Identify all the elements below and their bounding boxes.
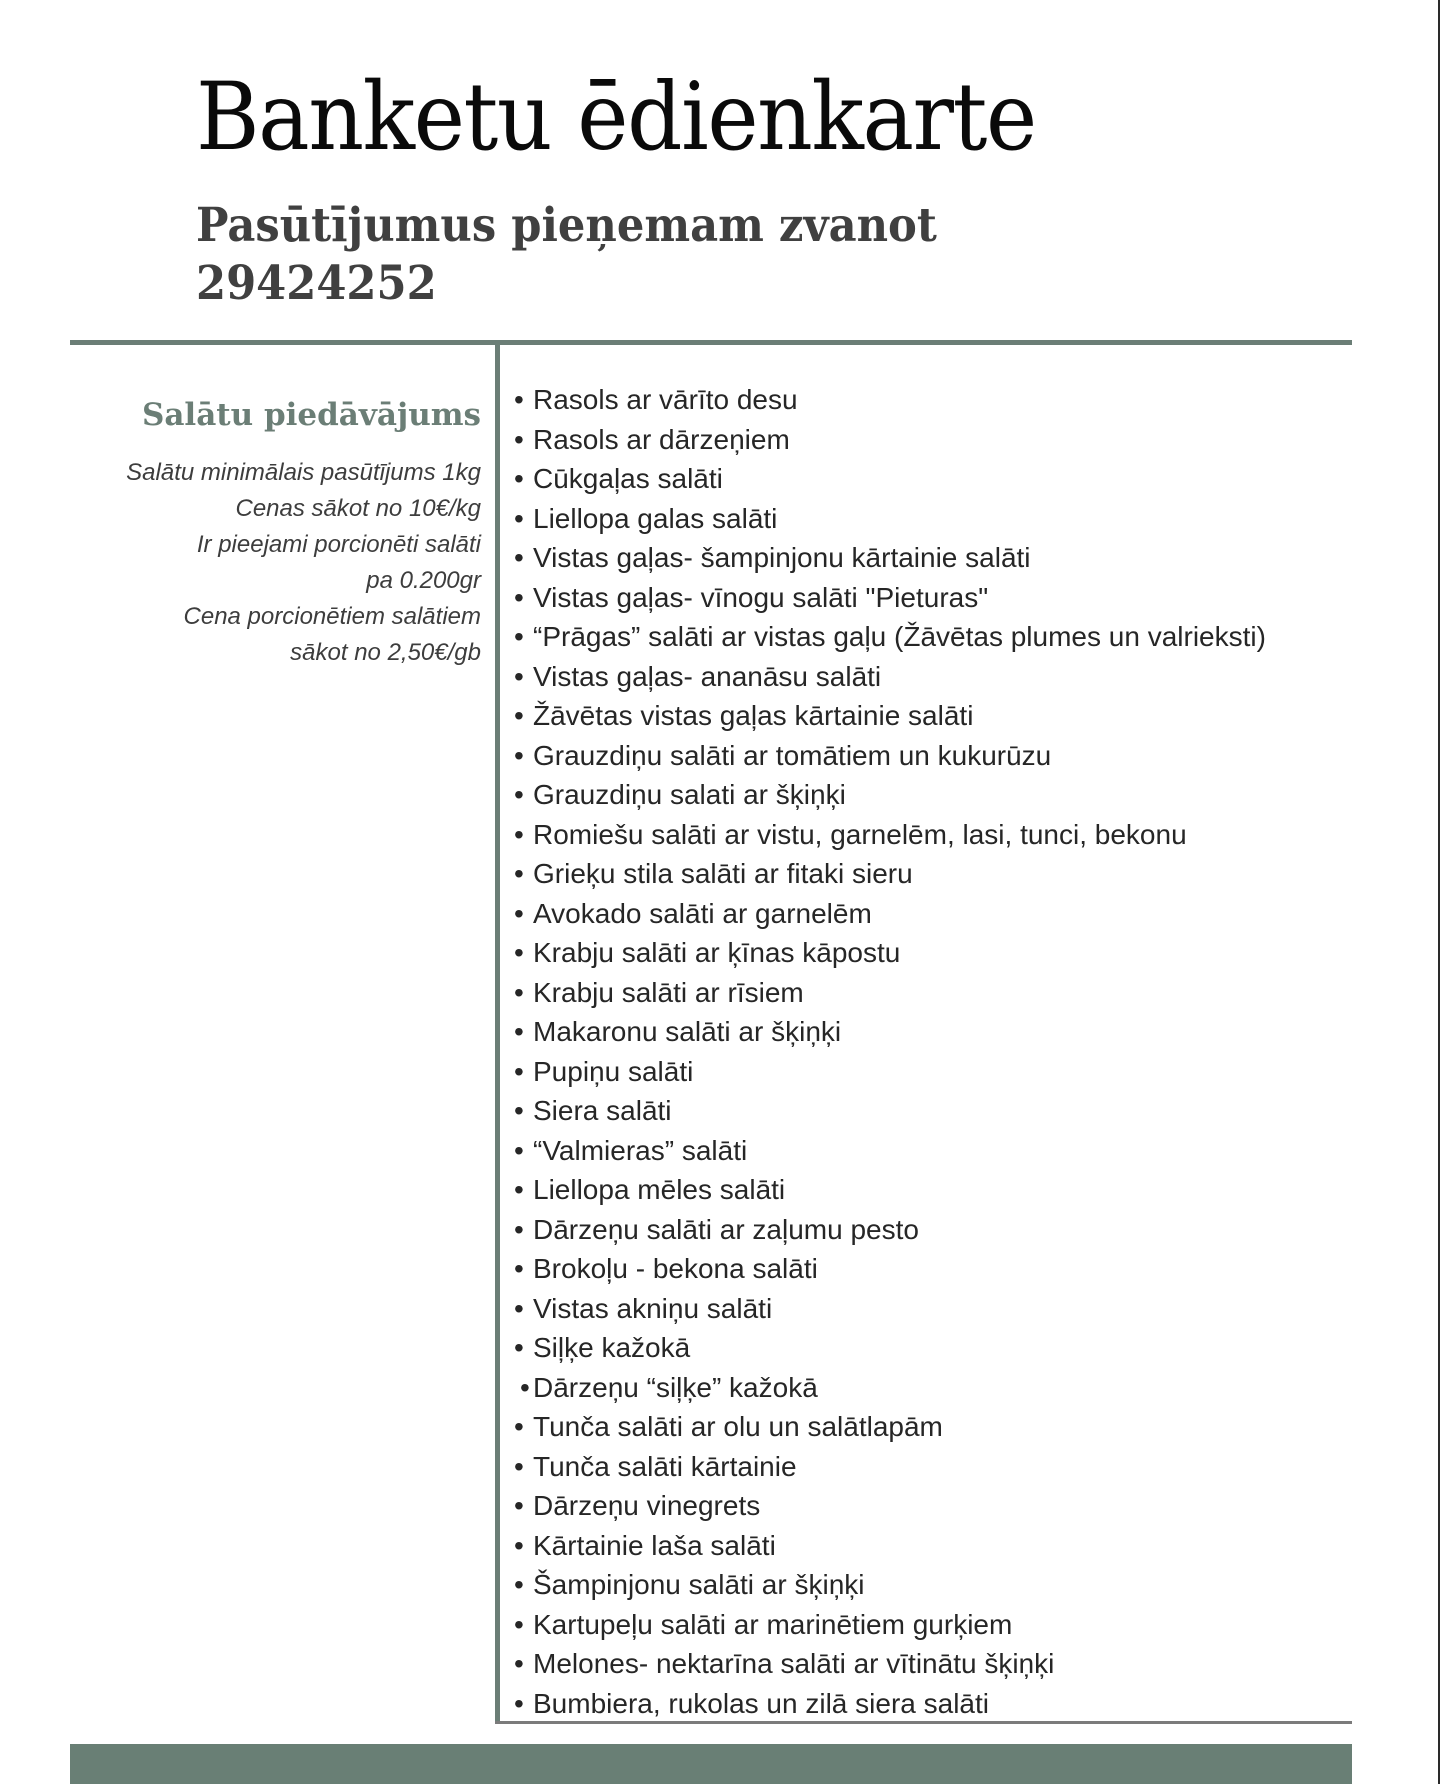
bullet-icon: • — [514, 1411, 524, 1442]
list-item — [514, 617, 1266, 657]
footer-band — [70, 1744, 1352, 1784]
salad-name: Dārzeņu vinegrets — [533, 1490, 761, 1521]
bullet-icon: • — [514, 1292, 524, 1324]
bullet-icon: • — [514, 1016, 524, 1047]
bullet-icon: • — [514, 1332, 524, 1363]
list-item — [514, 1091, 1266, 1131]
salad-name: “Valmieras” salāti — [533, 1134, 748, 1166]
list-item — [514, 1447, 1266, 1487]
list-item — [514, 1486, 1266, 1526]
list-item — [514, 894, 1266, 934]
salad-name: Pupiņu salāti — [533, 1055, 694, 1087]
salad-name: Melones- nektarīna salāti ar vītinātu šķiņķi — [533, 1648, 1055, 1679]
salad-name: Krabju salāti ar ķīnas kāpostu — [533, 937, 901, 968]
salad-name: “Prāgas” salāti ar vistas gaļu (Žāvētas plumes un valrieksti) — [533, 621, 1266, 652]
bullet-icon: • — [514, 1529, 524, 1561]
salad-name: Bumbiera, rukolas un zilā siera salāti — [533, 1687, 989, 1719]
pricing-note: Ir pieejami porcionēti salāti — [196, 531, 481, 558]
bullet-icon: • — [514, 1608, 524, 1640]
sidebar — [70, 393, 481, 671]
list-item — [514, 1052, 1266, 1092]
salad-name: Liellopa mēles salāti — [533, 1174, 786, 1205]
list-bottom-border — [495, 1721, 1352, 1724]
list-item — [514, 973, 1266, 1013]
list-item — [514, 1012, 1266, 1052]
pricing-notes — [70, 455, 481, 671]
bullet-icon: • — [514, 1174, 524, 1205]
bullet-icon: • — [514, 937, 524, 968]
salad-name: Kārtainie laša salāti — [533, 1529, 776, 1561]
list-item — [514, 499, 1266, 539]
salad-name: Rasols ar vārīto desu — [533, 384, 798, 415]
bullet-icon: • — [514, 700, 524, 731]
bullet-icon: • — [514, 1055, 524, 1087]
salad-name: Vistas gaļas- vīnogu salāti "Pieturas" — [533, 581, 989, 613]
list-item — [514, 1605, 1266, 1645]
bullet-icon: • — [520, 1371, 530, 1403]
pricing-note: Cena porcionētiem salātiem — [183, 603, 481, 630]
pricing-note: pa 0.200gr — [366, 567, 481, 594]
list-item — [514, 1289, 1266, 1329]
salad-name: Grauzdiņu salati ar šķiņķi — [533, 779, 846, 810]
bullet-icon: • — [514, 1213, 524, 1245]
phone-number: 29424252 — [196, 256, 437, 311]
salad-name: Dārzeņu salāti ar zaļumu pesto — [533, 1213, 919, 1245]
list-item — [514, 854, 1266, 894]
salad-name: Romiešu salāti ar vistu, garnelēm, lasi, tunci, bekonu — [533, 818, 1187, 850]
list-item — [514, 1210, 1266, 1250]
salad-name: Rasols ar dārzeņiem — [533, 423, 790, 455]
list-item — [514, 1644, 1266, 1684]
bullet-icon: • — [514, 976, 524, 1008]
column-divider — [495, 340, 500, 1724]
bullet-icon: • — [514, 660, 524, 692]
list-item — [514, 815, 1266, 855]
bullet-icon: • — [514, 1648, 524, 1679]
salad-name: Tunča salāti ar olu un salātlapām — [533, 1411, 943, 1442]
salad-name: Grauzdiņu salāti ar tomātiem un kukurūzu — [533, 739, 1052, 771]
bullet-icon: • — [514, 1569, 524, 1600]
page-title: Banketu ēdienkarte — [196, 63, 1036, 172]
salad-name: Krabju salāti ar rīsiem — [533, 976, 804, 1008]
list-item — [514, 1684, 1266, 1724]
salad-name: Kartupeļu salāti ar marinētiem gurķiem — [533, 1608, 1013, 1640]
bullet-icon: • — [514, 1253, 524, 1284]
list-item — [514, 1407, 1266, 1447]
bullet-icon: • — [514, 818, 524, 850]
bullet-icon: • — [514, 1687, 524, 1719]
list-item — [514, 578, 1266, 618]
salad-name: Dārzeņu “siļķe” kažokā — [533, 1371, 818, 1403]
order-info-text: Pasūtījumus pieņemam zvanot — [196, 198, 937, 253]
salad-name: Cūkgaļas salāti — [533, 463, 723, 494]
salad-name: Siļķe kažokā — [533, 1332, 691, 1363]
list-item — [514, 459, 1266, 499]
list-item — [514, 1526, 1266, 1566]
section-heading: Salātu piedāvājums — [141, 397, 481, 433]
bullet-icon: • — [514, 581, 524, 613]
bullet-icon: • — [514, 1450, 524, 1482]
bullet-icon: • — [514, 1134, 524, 1166]
salad-name: Grieķu stila salāti ar fitaki sieru — [533, 858, 913, 889]
salad-name: Vistas akniņu salāti — [533, 1292, 773, 1324]
salad-name: Avokado salāti ar garnelēm — [533, 897, 872, 929]
list-item — [514, 420, 1266, 460]
list-item — [514, 1328, 1266, 1368]
salad-name: Šampinjonu salāti ar šķiņķi — [533, 1569, 865, 1600]
salad-name: Liellopa galas salāti — [533, 502, 778, 534]
list-item — [514, 538, 1266, 578]
salad-name: Siera salāti — [533, 1095, 672, 1126]
bullet-icon: • — [514, 1490, 524, 1521]
salad-menu-list — [514, 380, 1266, 1723]
list-item — [514, 736, 1266, 776]
list-item — [514, 696, 1266, 736]
list-item — [514, 1131, 1266, 1171]
header-divider — [70, 340, 1352, 345]
list-item — [514, 775, 1266, 815]
bullet-icon: • — [514, 739, 524, 771]
bullet-icon: • — [514, 1095, 524, 1126]
list-item — [514, 1368, 1266, 1408]
bullet-icon: • — [514, 779, 524, 810]
pricing-note: sākot no 2,50€/gb — [290, 639, 481, 666]
list-item — [514, 657, 1266, 697]
pricing-note: Cenas sākot no 10€/kg — [235, 495, 481, 522]
bullet-icon: • — [514, 384, 524, 415]
pricing-note: Salātu minimālais pasūtījums 1kg — [126, 459, 481, 486]
list-item — [514, 380, 1266, 420]
bullet-icon: • — [514, 897, 524, 929]
list-item — [514, 933, 1266, 973]
bullet-icon: • — [514, 621, 524, 652]
list-item — [514, 1249, 1266, 1289]
order-info-heading — [196, 197, 937, 313]
bullet-icon: • — [514, 502, 524, 534]
salad-name: Vistas gaļas- šampinjonu kārtainie salāti — [533, 542, 1031, 573]
bullet-icon: • — [514, 858, 524, 889]
salad-name: Tunča salāti kārtainie — [533, 1450, 797, 1482]
salad-name: Makaronu salāti ar šķiņķi — [533, 1016, 842, 1047]
salad-name: Vistas gaļas- ananāsu salāti — [533, 660, 882, 692]
salad-name: Brokoļu - bekona salāti — [533, 1253, 818, 1284]
bullet-icon: • — [514, 463, 524, 494]
salad-name: Žāvētas vistas gaļas kārtainie salāti — [533, 700, 974, 731]
bullet-icon: • — [514, 423, 524, 455]
list-item — [514, 1565, 1266, 1605]
list-item — [514, 1170, 1266, 1210]
bullet-icon: • — [514, 542, 524, 573]
